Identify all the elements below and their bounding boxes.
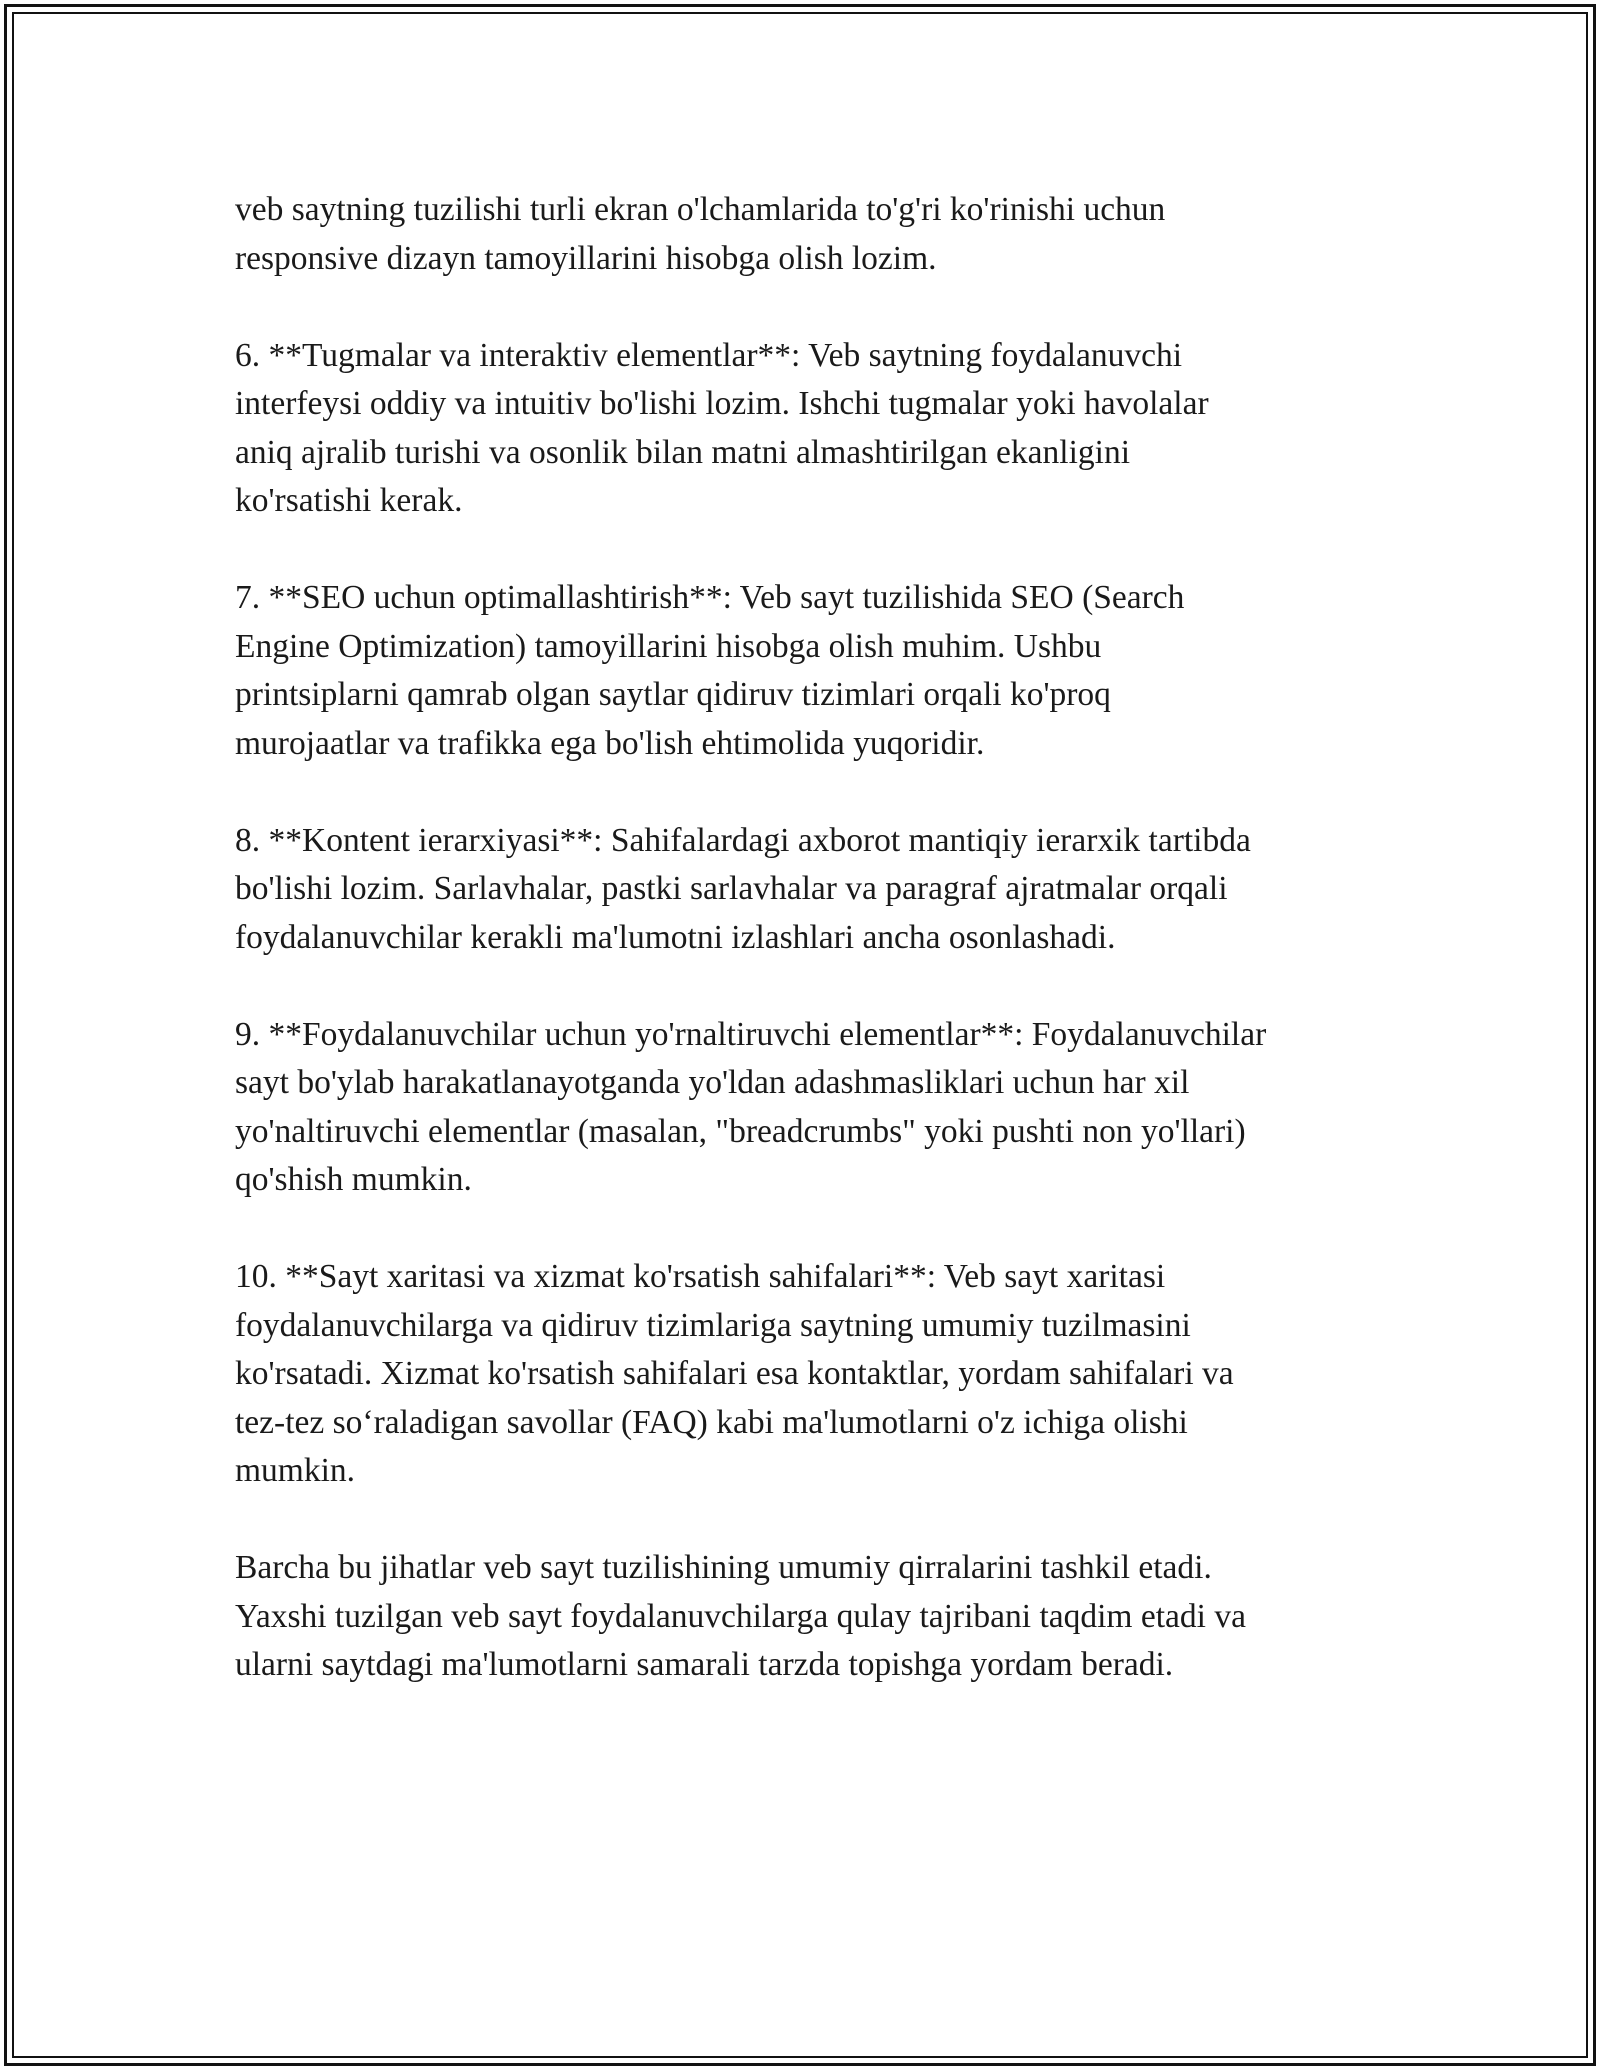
text-line: bo'lishi lozim. Sarlavhalar, pastki sarlavhalar va paragraf ajratmalar orqali	[235, 870, 1228, 907]
paragraph-item-10	[235, 1253, 1395, 1496]
text-line: 6. **Tugmalar va interaktiv elementlar**: Veb saytning foydalanuvchi	[235, 336, 1183, 374]
paragraph-item-9	[235, 1011, 1395, 1205]
text-line: foydalanuvchilarga va qidiruv tizimlariga saytning umumiy tuzilmasini	[235, 1306, 1191, 1344]
paragraph-item-7	[235, 574, 1395, 768]
document-body	[235, 186, 1395, 1738]
text-line: ularni saytdagi ma'lumotlarni samarali tarzda topishga yordam beradi.	[235, 1646, 1174, 1683]
text-line: 8. **Kontent ierarxiyasi**: Sahifalardagi axborot mantiqiy ierarxik tartibda	[235, 821, 1251, 859]
paragraph-conclusion	[235, 1544, 1395, 1690]
text-line: 9. **Foydalanuvchilar uchun yo'rnaltiruvchi elementlar**: Foydalanuvchilar	[235, 1015, 1267, 1053]
text-line: tez-tez so‘raladigan savollar (FAQ) kabi ma'lumotlarni o'z ichiga olishi	[235, 1403, 1188, 1441]
text-line: 7. **SEO uchun optimallashtirish**: Veb sayt tuzilishida SEO (Search	[235, 579, 1185, 616]
text-line: veb saytning tuzilishi turli ekran o'lchamlarida to'g'ri ko'rinishi uchun	[235, 191, 1166, 228]
text-line: Engine Optimization) tamoyillarini hisobga olish muhim. Ushbu	[235, 627, 1102, 665]
text-line: printsiplarni qamrab olgan saytlar qidiruv tizimlari orqali ko'proq	[235, 676, 1111, 713]
paragraph-responsive-continuation	[235, 186, 1395, 283]
text-line: foydalanuvchilar kerakli ma'lumotni izlashlari ancha osonlashadi.	[235, 918, 1116, 956]
text-line: sayt bo'ylab harakatlanayotganda yo'ldan adashmasliklari uchun har xil	[235, 1064, 1190, 1101]
text-line: mumkin.	[235, 1452, 356, 1489]
text-line: qo'shish mumkin.	[235, 1161, 472, 1198]
text-line: murojaatlar va trafikka ega bo'lish ehtimolida yuqoridir.	[235, 724, 985, 762]
text-line: ko'rsatishi kerak.	[235, 482, 463, 519]
text-line: ko'rsatadi. Xizmat ko'rsatish sahifalari esa kontaktlar, yordam sahifalari va	[235, 1355, 1234, 1392]
text-line: 10. **Sayt xaritasi va xizmat ko'rsatish sahifalari**: Veb sayt xaritasi	[235, 1258, 1166, 1295]
text-line: yo'naltiruvchi elementlar (masalan, "breadcrumbs" yoki pushti non yo'llari)	[235, 1112, 1246, 1150]
text-line: aniq ajralib turishi va osonlik bilan matni almashtirilgan ekanligini	[235, 433, 1131, 471]
text-line: responsive dizayn tamoyillarini hisobga olish lozim.	[235, 239, 937, 277]
paragraph-item-8	[235, 817, 1395, 963]
text-line: interfeysi oddiy va intuitiv bo'lishi lozim. Ishchi tugmalar yoki havolalar	[235, 385, 1209, 422]
text-line: Barcha bu jihatlar veb sayt tuzilishining umumiy qirralarini tashkil etadi.	[235, 1549, 1212, 1586]
text-line: Yaxshi tuzilgan veb sayt foydalanuvchilarga qulay tajribani taqdim etadi va	[235, 1597, 1246, 1635]
paragraph-item-6	[235, 332, 1395, 526]
